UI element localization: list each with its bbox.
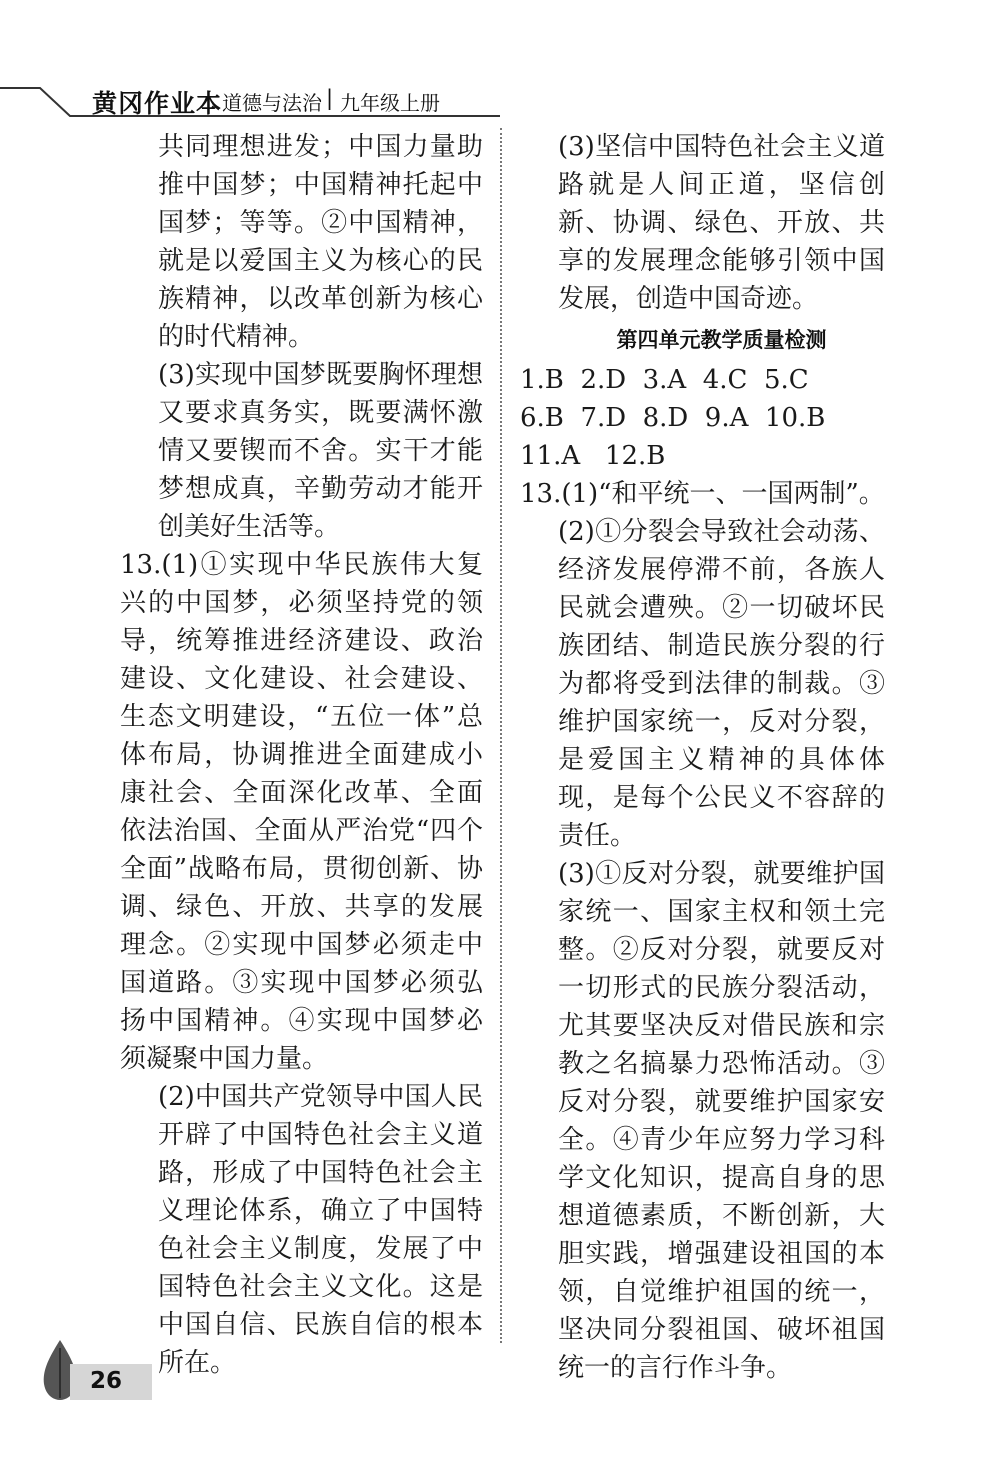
answer-paragraph: (2)①分裂会导致社会动荡、经济发展停滞不前，各族人民就会遭殃。②一切破坏民族团结、制造民族分裂的行为都将受到法律的制裁。③维护国家统一，反对分裂，是爱国主义精神的具体体现，是每个公民义不容辞的责任。 <box>558 517 885 851</box>
answer-paragraph: 共同理想进发；中国力量助推中国梦；中国精神托起中国梦；等等。②中国精神，就是以爱国主义为核心的民族精神，以改革创新为核心的时代精神。 <box>158 132 483 352</box>
answer-paragraph: (3)实现中国梦既要胸怀理想又要求真务实，既要满怀激情又要锲而不舍。实干才能梦想成真，辛勤劳动才能开创美好生活等。 <box>158 360 483 542</box>
mc-answer-line: 11.A 12.B <box>520 441 666 471</box>
grade-label: 九年级上册 <box>340 91 440 115</box>
left-column <box>120 128 483 1382</box>
answer-paragraph: (3)坚信中国特色社会主义道路就是人间正道，坚信创新、协调、绿色、开放、共享的发展理念能够引领中国发展，创造中国奇迹。 <box>558 132 885 314</box>
book-title: 黄冈作业本 <box>92 89 223 118</box>
right-column <box>520 128 885 1387</box>
header-separator: | <box>326 86 334 110</box>
question-13-part-1: 13.(1)“和平统一、一国两制”。 <box>520 479 885 509</box>
column-divider <box>500 128 502 1343</box>
answer-paragraph: (3)①反对分裂，就要维护国家统一、国家主权和领土完整。②反对分裂，就要反对一切形式的民族分裂活动，尤其要坚决反对借民族和宗教之名搞暴力恐怖活动。③反对分裂，就要维护国家安全。④青少年应努力学习科学文化知识，提高自身的思想道德素质，不断创新，大胆实践，增强建设祖国的本领，自觉维护祖国的统一，坚决同分裂祖国、破坏祖国统一的言行作斗争。 <box>558 859 885 1383</box>
multiple-choice-answers <box>520 361 885 513</box>
page-number: 26 <box>90 1368 123 1394</box>
page-header <box>0 0 1000 130</box>
section-title: 第四单元教学质量检测 <box>616 328 827 352</box>
mc-answer-line: 6.B 7.D 8.D 9.A 10.B <box>520 403 826 433</box>
mc-answer-line: 1.B 2.D 3.A 4.C 5.C <box>520 365 809 395</box>
subject-label: 道德与法治 <box>222 91 322 115</box>
answer-paragraph: (2)中国共产党领导中国人民开辟了中国特色社会主义道路，形成了中国特色社会主义理论体系，确立了中国特色社会主义制度，发展了中国特色社会主义文化。这是中国自信、民族自信的根本所在。 <box>158 1082 483 1378</box>
answer-paragraph: 13.(1)①实现中华民族伟大复兴的中国梦，必须坚持党的领导，统筹推进经济建设、政治建设、文化建设、社会建设、生态文明建设，“五位一体”总体布局，协调推进全面建成小康社会、全面深化改革、全面依法治国、全面从严治党“四个全面”战略布局，贯彻创新、协调、绿色、开放、共享的发展理念。②实现中国梦必须走中国道路。③实现中国梦必须弘扬中国精神。④实现中国梦必须凝聚中国力量。 <box>120 550 483 1074</box>
